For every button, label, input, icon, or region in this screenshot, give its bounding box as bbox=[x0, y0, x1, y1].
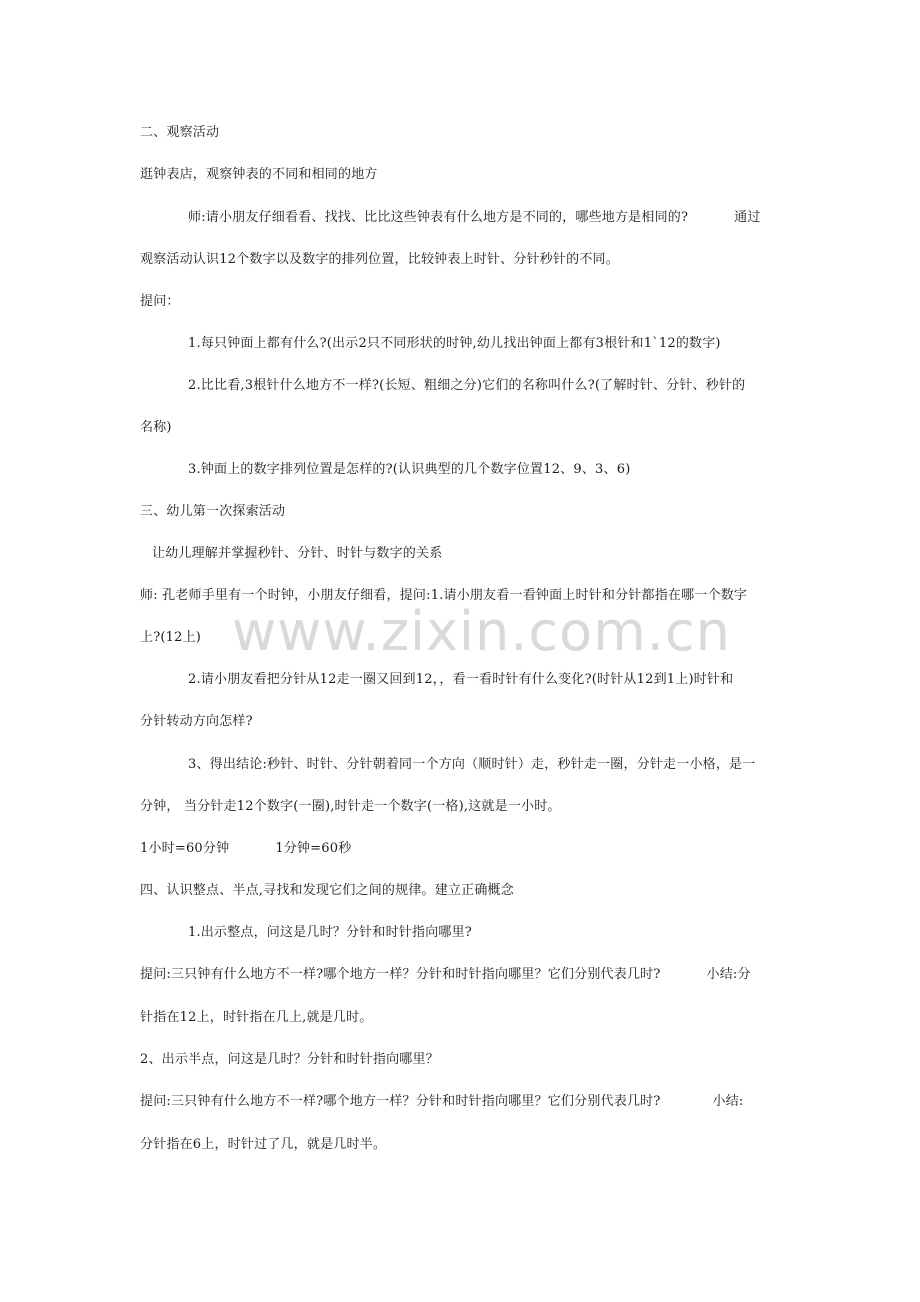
paragraph bbox=[140, 966, 751, 984]
list-item: 1.每只钟面上都有什么?(出示2只不同形状的时钟,幼儿找出钟面上都有3根针和1`12的数字) bbox=[188, 336, 721, 351]
paragraph: 提问： bbox=[140, 294, 180, 309]
paragraph: 逛钟表店，观察钟表的不同和相同的地方 bbox=[140, 167, 378, 182]
list-item: 3、得出结论:秒针、时针、分针朝着同一个方向（顺时针）走，秒针走一圈，分针走一小格，是一 bbox=[188, 757, 756, 772]
section-heading-observe: 二、观察活动 bbox=[140, 125, 220, 140]
paragraph: 上?(12上) bbox=[140, 630, 202, 645]
text-span: 提问:三只钟有什么地方不一样?哪个地方一样？分针和时针指向哪里？它们分别代表几时? bbox=[140, 1094, 661, 1109]
paragraph: 针指在12上，时针指在几上,就是几时。 bbox=[140, 1010, 373, 1025]
text-span: 小结:分 bbox=[706, 967, 751, 982]
paragraph: 让幼儿理解并掌握秒针、分针、时针与数字的关系 bbox=[152, 546, 443, 561]
paragraph: 分针转动方向怎样? bbox=[140, 714, 253, 729]
list-item: 2.请小朋友看把分针从12走一圈又回到12，，看一看时针有什么变化?(时针从12到1上)时针和 bbox=[188, 672, 734, 687]
section-heading-explore: 三、幼儿第一次探索活动 bbox=[140, 504, 286, 519]
paragraph bbox=[140, 1093, 744, 1111]
paragraph bbox=[188, 209, 761, 227]
paragraph: 分钟， 当分针走12个数字(一圈),时针走一个数字(一格),这就是一小时。 bbox=[140, 799, 561, 814]
list-item: 2.比比看,3根针什么地方不一样?(长短、粗细之分)它们的名称叫什么?(了解时针、分针、秒针的 bbox=[188, 378, 746, 393]
equation: 1小时=60分钟 bbox=[140, 841, 230, 856]
equation: 1分钟=60秒 bbox=[275, 841, 352, 856]
list-item: 3.钟面上的数字排列位置是怎样的?(认识典型的几个数字位置12、9、3、6) bbox=[188, 462, 631, 477]
paragraph bbox=[140, 840, 351, 858]
watermark: www.zixin.com.cn bbox=[232, 600, 731, 663]
section-heading-hours: 四、认识整点、半点,寻找和发现它们之间的规律。建立正确概念 bbox=[140, 883, 514, 898]
text-span: 小结: bbox=[712, 1094, 744, 1109]
text-span: 师:请小朋友仔细看看、找找、比比这些钟表有什么地方是不同的，哪些地方是相同的? bbox=[188, 210, 689, 225]
paragraph: 师: 孔老师手里有一个时钟，小朋友仔细看，提问:1.请小朋友看一看钟面上时针和分针都指在哪一个数字 bbox=[140, 588, 748, 603]
list-item: 1.出示整点，问这是几时？分针和时针指向哪里? bbox=[188, 925, 472, 940]
text-span: 通过 bbox=[734, 210, 761, 225]
text-span: 提问:三只钟有什么地方不一样?哪个地方一样？分针和时针指向哪里？它们分别代表几时? bbox=[140, 967, 661, 982]
paragraph: 观察活动认识12个数字以及数字的排列位置，比较钟表上时针、分针秒针的不同。 bbox=[140, 252, 619, 267]
paragraph: 2、出示半点，问这是几时？分针和时针指向哪里？ bbox=[140, 1052, 439, 1067]
paragraph: 分针指在6上，时针过了几，就是几时半。 bbox=[140, 1137, 387, 1152]
paragraph: 名称) bbox=[140, 420, 172, 435]
